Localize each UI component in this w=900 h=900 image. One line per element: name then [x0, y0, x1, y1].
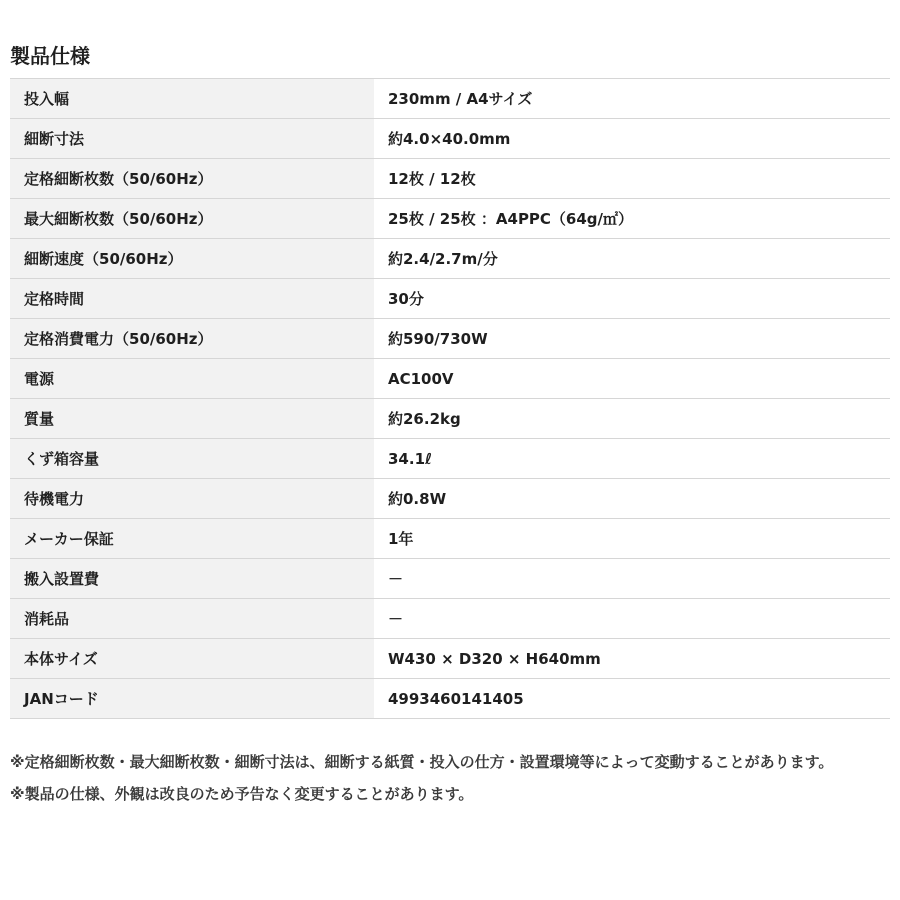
spec-label: JANコード [10, 679, 374, 719]
note-variation: ※定格細断枚数・最大細断枚数・細断寸法は、細断する紙質・投入の仕方・設置環境等によって変動することがあります。 [10, 753, 834, 771]
table-row [10, 119, 890, 159]
table-row [10, 79, 890, 119]
table-row [10, 519, 890, 559]
spec-value: 34.1ℓ [374, 439, 890, 479]
spec-label: 細断速度（50/60Hz） [10, 239, 374, 279]
spec-label: 投入幅 [10, 79, 374, 119]
table-row [10, 439, 890, 479]
spec-label: 消耗品 [10, 599, 374, 639]
spec-value: 約590/730W [374, 319, 890, 359]
spec-value: 4993460141405 [374, 679, 890, 719]
spec-value: 約2.4/2.7m/分 [374, 239, 890, 279]
spec-label: メーカー保証 [10, 519, 374, 559]
notes [10, 746, 890, 810]
spec-table [10, 78, 890, 719]
spec-value: 30分 [374, 279, 890, 319]
spec-label: 定格細断枚数（50/60Hz） [10, 159, 374, 199]
spec-value: － [374, 599, 890, 639]
table-row [10, 599, 890, 639]
spec-label: くず箱容量 [10, 439, 374, 479]
spec-label: 電源 [10, 359, 374, 399]
page-title: 製品仕様 [10, 44, 90, 68]
table-row [10, 199, 890, 239]
spec-value: 約4.0×40.0mm [374, 119, 890, 159]
spec-value: W430 × D320 × H640mm [374, 639, 890, 679]
spec-label: 本体サイズ [10, 639, 374, 679]
table-row [10, 479, 890, 519]
table-row [10, 639, 890, 679]
table-row [10, 559, 890, 599]
table-row [10, 399, 890, 439]
spec-value: 約26.2kg [374, 399, 890, 439]
table-row [10, 679, 890, 719]
spec-value: 12枚 / 12枚 [374, 159, 890, 199]
spec-value: 1年 [374, 519, 890, 559]
spec-label: 搬入設置費 [10, 559, 374, 599]
spec-label: 定格消費電力（50/60Hz） [10, 319, 374, 359]
spec-label: 最大細断枚数（50/60Hz） [10, 199, 374, 239]
note-spec-change: ※製品の仕様、外観は改良のため予告なく変更することがあります。 [10, 785, 474, 803]
spec-label: 細断寸法 [10, 119, 374, 159]
table-row [10, 279, 890, 319]
spec-label: 待機電力 [10, 479, 374, 519]
table-row [10, 239, 890, 279]
spec-value: 25枚 / 25枚 ：A4PPC（64g/㎡） [374, 199, 890, 239]
spec-label: 質量 [10, 399, 374, 439]
table-row [10, 359, 890, 399]
spec-value: 230mm / A4サイズ [374, 79, 890, 119]
table-row [10, 159, 890, 199]
spec-label: 定格時間 [10, 279, 374, 319]
spec-value: 約0.8W [374, 479, 890, 519]
table-row [10, 319, 890, 359]
spec-value: AC100V [374, 359, 890, 399]
spec-value: － [374, 559, 890, 599]
